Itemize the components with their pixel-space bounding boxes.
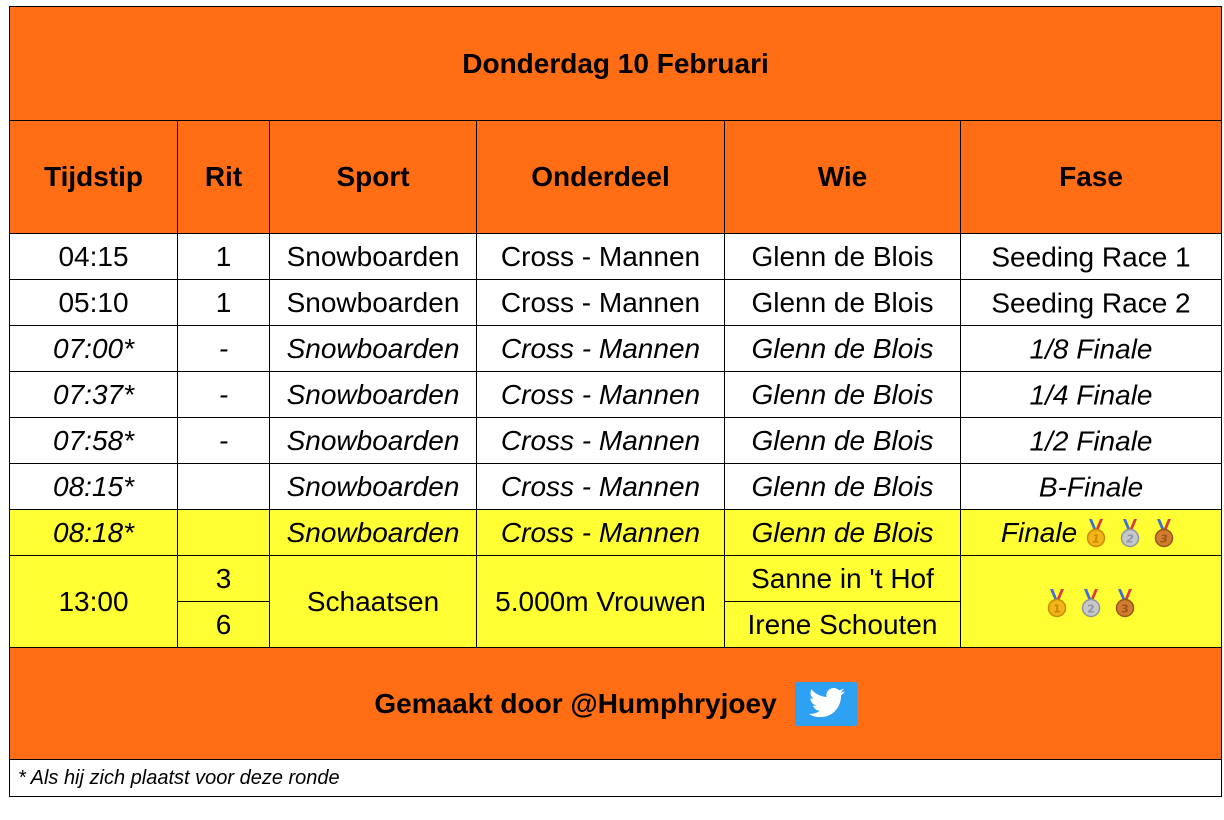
event-cell: Cross - Mannen bbox=[477, 510, 725, 556]
rit-cell: - bbox=[178, 372, 270, 418]
column-header-wie: Wie bbox=[725, 121, 961, 234]
event-cell: Cross - Mannen bbox=[477, 464, 725, 510]
phase-cell bbox=[961, 326, 1222, 372]
phase-cell bbox=[961, 234, 1222, 280]
footnote: * Als hij zich plaatst voor deze ronde bbox=[10, 760, 1222, 797]
athlete-cell: Glenn de Blois bbox=[725, 326, 961, 372]
table-row bbox=[10, 326, 1222, 372]
schedule-sheet bbox=[9, 6, 1221, 812]
phase-label: Seeding Race 1 bbox=[991, 241, 1191, 273]
phase-label: Finale bbox=[1000, 517, 1078, 549]
column-header-tijdstip: Tijdstip bbox=[10, 121, 178, 234]
table-row bbox=[10, 556, 1222, 602]
phase-label: 1/4 Finale bbox=[1029, 379, 1153, 411]
phase-cell bbox=[961, 464, 1222, 510]
phase-cell bbox=[961, 418, 1222, 464]
schedule-table bbox=[9, 6, 1222, 797]
column-header-sport: Sport bbox=[270, 121, 477, 234]
phase-label: B-Finale bbox=[1038, 471, 1144, 503]
phase-cell bbox=[961, 510, 1222, 556]
sport-cell: Snowboarden bbox=[270, 326, 477, 372]
svg-text:1: 1 bbox=[1092, 532, 1100, 546]
gold-medal-icon bbox=[1045, 588, 1069, 618]
table-row bbox=[10, 510, 1222, 556]
twitter-icon bbox=[795, 682, 857, 726]
sport-cell: Snowboarden bbox=[270, 464, 477, 510]
time-cell: 05:10 bbox=[10, 280, 178, 326]
rit-cell: - bbox=[178, 418, 270, 464]
rit-cell bbox=[178, 464, 270, 510]
phase-cell bbox=[961, 280, 1222, 326]
table-row bbox=[10, 418, 1222, 464]
twitter-bird-icon bbox=[795, 682, 857, 726]
silver-medal-icon bbox=[1079, 588, 1103, 618]
rit-cell bbox=[178, 510, 270, 556]
rit-cell: 1 bbox=[178, 280, 270, 326]
header-row bbox=[10, 121, 1222, 234]
phase-label: 1/2 Finale bbox=[1029, 425, 1153, 457]
athlete-cell: Glenn de Blois bbox=[725, 510, 961, 556]
athlete-cell: Sanne in 't Hof bbox=[725, 556, 961, 602]
table-row bbox=[10, 280, 1222, 326]
sport-cell: Snowboarden bbox=[270, 510, 477, 556]
table-row bbox=[10, 464, 1222, 510]
phase-label: 1/8 Finale bbox=[1029, 333, 1153, 365]
svg-text:2: 2 bbox=[1087, 602, 1095, 616]
table-row bbox=[10, 372, 1222, 418]
footer-row bbox=[10, 648, 1222, 760]
event-cell: Cross - Mannen bbox=[477, 326, 725, 372]
event-cell: Cross - Mannen bbox=[477, 418, 725, 464]
page-title: Donderdag 10 Februari bbox=[10, 7, 1222, 121]
phase-label: Seeding Race 2 bbox=[991, 287, 1191, 319]
credit-cell bbox=[10, 648, 1222, 760]
rit-cell: 3 bbox=[178, 556, 270, 602]
time-cell: 07:37* bbox=[10, 372, 178, 418]
svg-text:3: 3 bbox=[1160, 532, 1168, 546]
gold-medal-icon bbox=[1084, 518, 1108, 548]
time-cell: 07:00* bbox=[10, 326, 178, 372]
column-header-fase: Fase bbox=[961, 121, 1222, 234]
phase-cell bbox=[961, 556, 1222, 648]
table-row bbox=[10, 234, 1222, 280]
sport-cell: Snowboarden bbox=[270, 280, 477, 326]
athlete-cell: Glenn de Blois bbox=[725, 464, 961, 510]
athlete-cell: Glenn de Blois bbox=[725, 234, 961, 280]
time-cell: 13:00 bbox=[10, 556, 178, 648]
event-cell: Cross - Mannen bbox=[477, 234, 725, 280]
silver-medal-icon bbox=[1118, 518, 1142, 548]
sport-cell: Snowboarden bbox=[270, 372, 477, 418]
athlete-cell: Irene Schouten bbox=[725, 602, 961, 648]
column-header-onderdeel: Onderdeel bbox=[477, 121, 725, 234]
sport-cell: Snowboarden bbox=[270, 234, 477, 280]
note-row bbox=[10, 760, 1222, 797]
rit-cell: - bbox=[178, 326, 270, 372]
bronze-medal-icon bbox=[1113, 588, 1137, 618]
sport-cell: Schaatsen bbox=[270, 556, 477, 648]
athlete-cell: Glenn de Blois bbox=[725, 280, 961, 326]
time-cell: 07:58* bbox=[10, 418, 178, 464]
event-cell: Cross - Mannen bbox=[477, 372, 725, 418]
svg-text:1: 1 bbox=[1053, 602, 1061, 616]
time-cell: 08:15* bbox=[10, 464, 178, 510]
time-cell: 04:15 bbox=[10, 234, 178, 280]
phase-cell bbox=[961, 372, 1222, 418]
sport-cell: Snowboarden bbox=[270, 418, 477, 464]
svg-text:2: 2 bbox=[1126, 532, 1134, 546]
svg-text:3: 3 bbox=[1121, 602, 1129, 616]
rit-cell: 6 bbox=[178, 602, 270, 648]
athlete-cell: Glenn de Blois bbox=[725, 372, 961, 418]
column-header-rit: Rit bbox=[178, 121, 270, 234]
event-cell: Cross - Mannen bbox=[477, 280, 725, 326]
credit-text: Gemaakt door @Humphryjoey bbox=[374, 687, 777, 719]
event-cell: 5.000m Vrouwen bbox=[477, 556, 725, 648]
athlete-cell: Glenn de Blois bbox=[725, 418, 961, 464]
time-cell: 08:18* bbox=[10, 510, 178, 556]
bronze-medal-icon bbox=[1152, 518, 1176, 548]
rit-cell: 1 bbox=[178, 234, 270, 280]
